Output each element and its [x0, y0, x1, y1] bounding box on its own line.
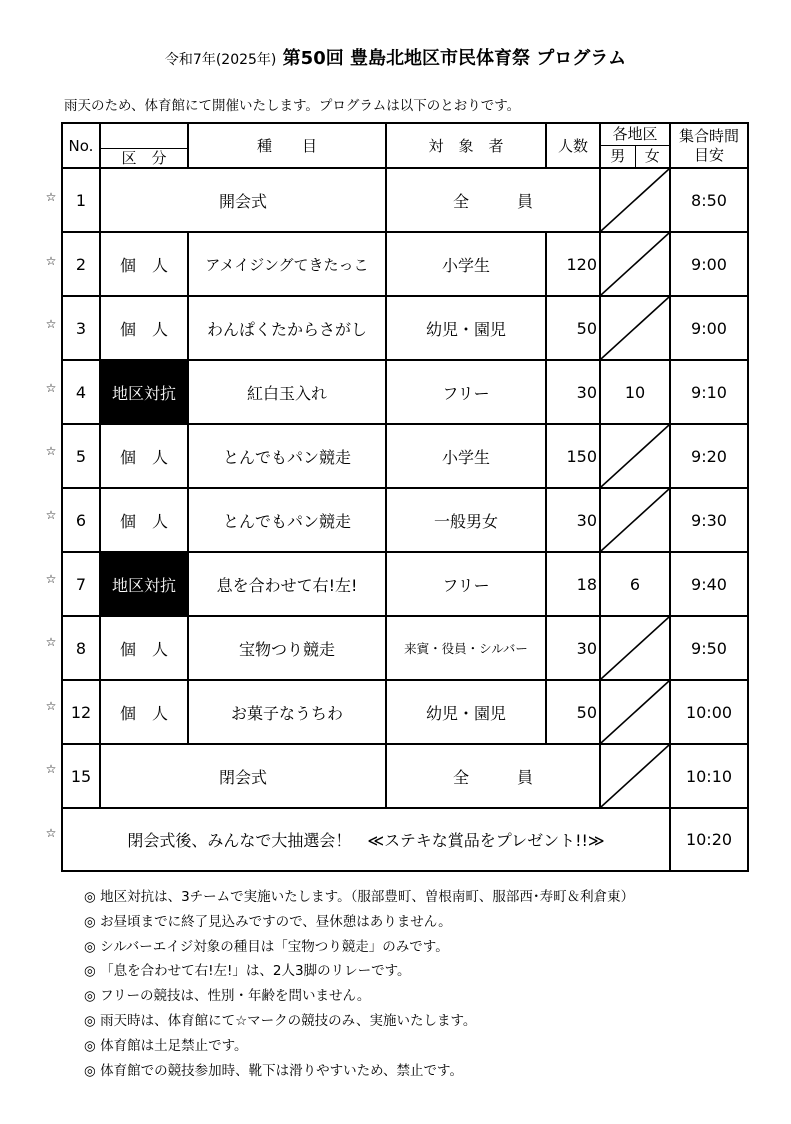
- row-kubun: 個 人: [100, 488, 188, 552]
- header-event: 種 目: [188, 123, 386, 168]
- row-area: 6: [600, 552, 670, 616]
- final-row: [62, 808, 748, 871]
- table-row: [62, 168, 748, 232]
- row-no: 4: [62, 360, 100, 424]
- row-event: アメイジングてきたっこ: [188, 232, 386, 296]
- row-area-empty: [600, 168, 670, 232]
- table-row: [62, 360, 748, 424]
- star-mark: ☆: [45, 571, 57, 586]
- row-kubun-badge: 地区対抗: [101, 553, 187, 615]
- row-time: 8:50: [670, 168, 748, 232]
- table-row: [62, 296, 748, 360]
- row-event: 閉会式: [100, 744, 386, 808]
- page-title: [0, 44, 791, 70]
- row-no: 7: [62, 552, 100, 616]
- row-count: 30: [546, 616, 600, 680]
- title-prefix: 令和7年(2025年): [164, 52, 277, 68]
- row-target: 幼児・園児: [386, 296, 546, 360]
- row-count: 50: [546, 296, 600, 360]
- row-event: 息を合わせて右!左!: [188, 552, 386, 616]
- header-no: No.: [62, 123, 100, 168]
- row-target: 一般男女: [386, 488, 546, 552]
- star-mark: ☆: [45, 698, 57, 713]
- row-target: 全 員: [386, 744, 600, 808]
- row-count: 150: [546, 424, 600, 488]
- row-event: とんでもパン競走: [188, 424, 386, 488]
- star-mark: ☆: [45, 444, 57, 459]
- row-area-empty: [600, 232, 670, 296]
- table-row: [62, 680, 748, 744]
- row-area-empty: [600, 296, 670, 360]
- header-target: 対 象 者: [386, 123, 546, 168]
- final-row-time: 10:20: [670, 808, 748, 871]
- header-female: 女: [644, 147, 660, 165]
- row-time: 9:40: [670, 552, 748, 616]
- row-kubun: 個 人: [100, 616, 188, 680]
- star-mark: ☆: [45, 826, 57, 840]
- row-area-empty: [600, 488, 670, 552]
- table-header-row: [62, 123, 748, 168]
- row-time: 9:20: [670, 424, 748, 488]
- header-time-line1: 集合時間: [678, 126, 739, 145]
- row-no: 8: [62, 616, 100, 680]
- star-mark: ☆: [45, 508, 57, 522]
- row-event: 開会式: [100, 168, 386, 232]
- star-mark: ☆: [45, 380, 57, 395]
- row-kubun: 個 人: [100, 424, 188, 488]
- note-item: ◎ 「息を合わせて右!左!」は、2人3脚のリレーです。: [84, 963, 411, 980]
- row-no: 3: [62, 296, 100, 360]
- header-kubun-label: 区 分: [101, 148, 187, 167]
- star-mark: ☆: [45, 317, 57, 332]
- row-event: とんでもパン競走: [188, 488, 386, 552]
- note-item: ◎ 体育館での競技参加時、靴下は滑りやすいため、禁止です。: [84, 1062, 463, 1079]
- row-area-empty: [600, 744, 670, 808]
- row-count: 120: [546, 232, 600, 296]
- row-no: 15: [62, 744, 100, 808]
- note-item: ◎ 体育館は土足禁止です。: [84, 1037, 248, 1054]
- row-no: 2: [62, 232, 100, 296]
- header-area: [600, 123, 670, 168]
- program-table: [61, 122, 749, 872]
- table-row: [62, 744, 748, 808]
- row-area-empty: [600, 680, 670, 744]
- star-mark: ☆: [45, 762, 57, 777]
- row-time: 9:00: [670, 296, 748, 360]
- note-item: ◎ 雨天時は、体育館にて☆マークの競技のみ、実施いたします。: [84, 1012, 477, 1029]
- row-count: 30: [546, 360, 600, 424]
- table-row: [62, 232, 748, 296]
- notes-list: [84, 885, 634, 1083]
- row-time: 10:10: [670, 744, 748, 808]
- header-count: 人数: [546, 123, 600, 168]
- title-main: 第50回 豊島北地区市民体育祭 プログラム: [282, 48, 627, 69]
- row-time: 9:30: [670, 488, 748, 552]
- row-kubun: 個 人: [100, 680, 188, 744]
- row-no: 5: [62, 424, 100, 488]
- table-row: [62, 488, 748, 552]
- row-area: 10: [600, 360, 670, 424]
- row-time: 9:00: [670, 232, 748, 296]
- row-event: 紅白玉入れ: [188, 360, 386, 424]
- row-area-empty: [600, 424, 670, 488]
- row-target: フリー: [386, 552, 546, 616]
- row-target: 来賓・役員・シルバー: [386, 616, 546, 680]
- header-time-line2: 目安: [693, 145, 724, 164]
- header-male: 男: [601, 146, 636, 167]
- table-row: [62, 616, 748, 680]
- row-kubun-badge: 地区対抗: [101, 361, 187, 423]
- row-time: 9:10: [670, 360, 748, 424]
- row-no: 6: [62, 488, 100, 552]
- row-no: 1: [62, 168, 100, 232]
- row-target: 小学生: [386, 424, 546, 488]
- note-item: ◎ シルバーエイジ対象の種目は「宝物つり競走」のみです。: [84, 938, 449, 955]
- row-kubun: [100, 552, 188, 616]
- row-target: フリー: [386, 360, 546, 424]
- note-item: ◎ フリーの競技は、性別・年齢を問いません。: [84, 988, 371, 1005]
- note-item: ◎ 地区対抗は、3チームで実施いたします。（服部豊町、曽根南町、服部西･寿町＆利倉東）: [84, 889, 635, 905]
- final-row-text: 閉会式後、みんなで大抽選会！ ≪ステキな賞品をプレゼント!!≫: [62, 808, 670, 871]
- row-kubun: 個 人: [100, 232, 188, 296]
- star-mark: ☆: [45, 635, 57, 650]
- row-target: 小学生: [386, 232, 546, 296]
- row-target: 全 員: [386, 168, 600, 232]
- row-event: お菓子なうちわ: [188, 680, 386, 744]
- row-time: 9:50: [670, 616, 748, 680]
- row-no: 12: [62, 680, 100, 744]
- star-mark: ☆: [45, 190, 57, 204]
- row-event: 宝物つり競走: [188, 616, 386, 680]
- row-count: 30: [546, 488, 600, 552]
- header-kubun: [100, 123, 188, 168]
- table-row: [62, 552, 748, 616]
- row-target: 幼児・園児: [386, 680, 546, 744]
- row-kubun: [100, 360, 188, 424]
- row-area-empty: [600, 616, 670, 680]
- table-row: [62, 424, 748, 488]
- star-mark: ☆: [45, 253, 57, 268]
- row-time: 10:00: [670, 680, 748, 744]
- row-count: 18: [546, 552, 600, 616]
- header-time: [670, 123, 748, 168]
- row-kubun: 個 人: [100, 296, 188, 360]
- row-count: 50: [546, 680, 600, 744]
- intro-text: 雨天のため、体育館にて開催いたします。プログラムは以下のとおりです。: [64, 98, 521, 114]
- row-event: わんぱくたからさがし: [188, 296, 386, 360]
- header-area-label: 各地区: [601, 124, 669, 146]
- note-item: ◎ お昼頃までに終了見込みですので、昼休憩はありません。: [84, 913, 452, 930]
